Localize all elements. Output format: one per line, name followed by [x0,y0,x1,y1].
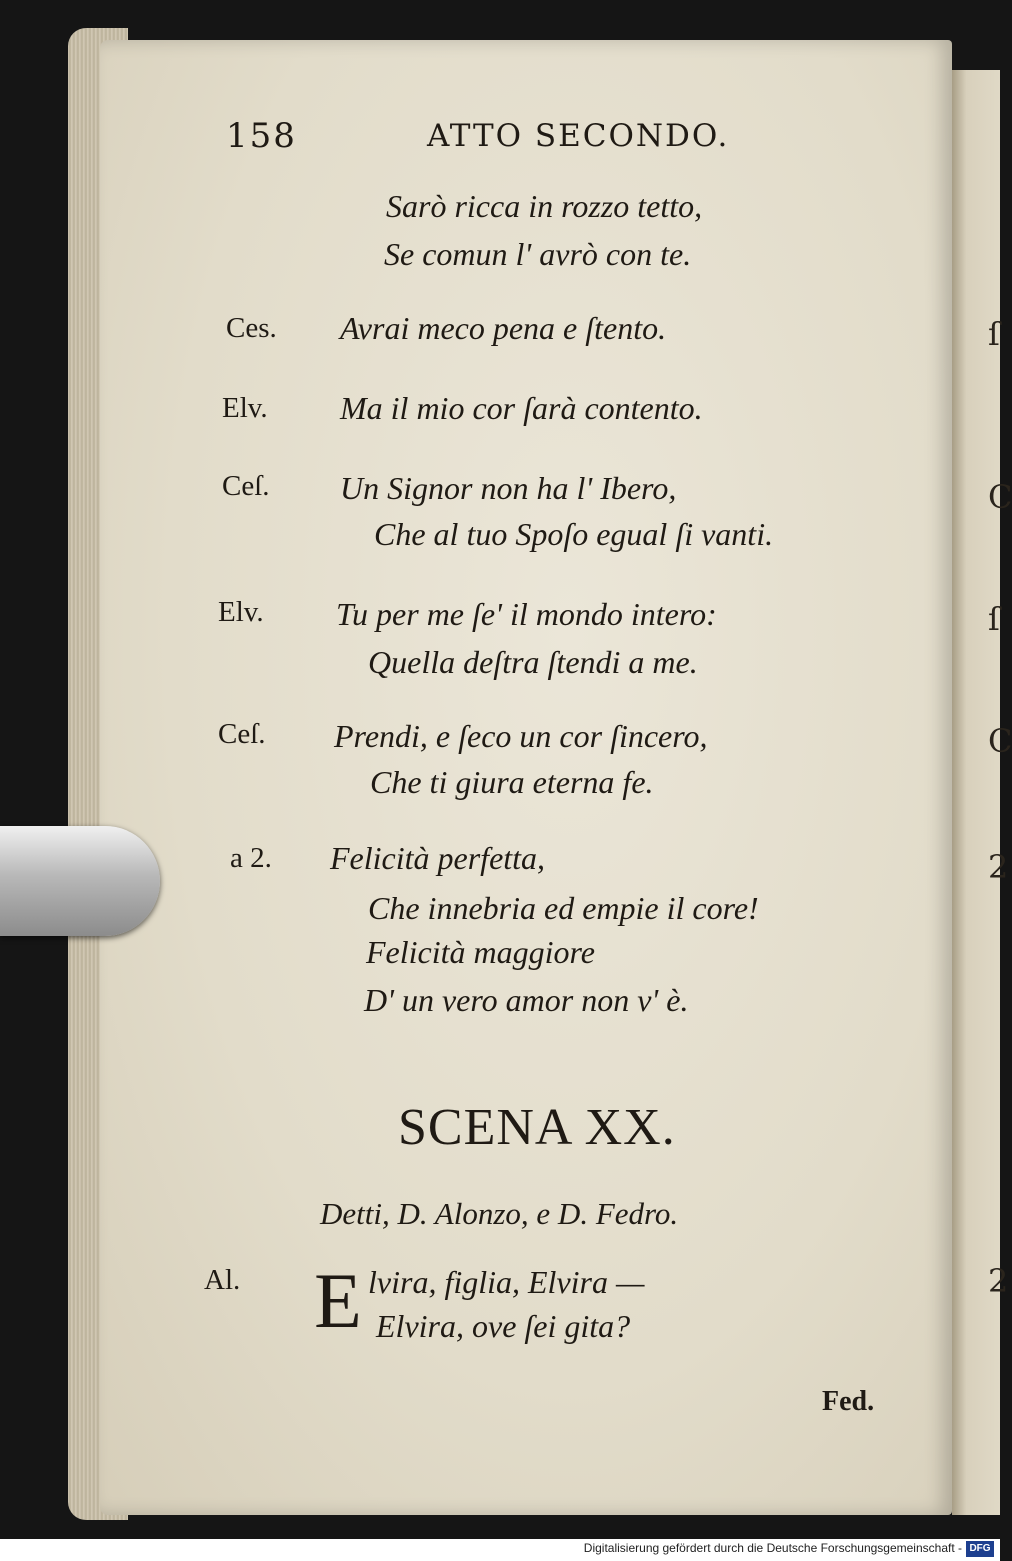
verse-line: Quella deſtra ſtendi a me. [368,644,698,680]
speaker-label: a 2. [230,842,272,874]
verse-line: Un Signor non ha l' Ibero, [340,470,677,506]
adjacent-page-letter: 2 [988,848,1009,886]
stage-direction: Detti, D. Alonzo, e D. Fedro. [320,1196,679,1231]
speaker-label: Ces. [226,312,277,344]
drop-cap: E [314,1257,362,1344]
speaker-label: Elv. [218,596,264,628]
verse-line: Che innebria ed empie il core! [368,890,759,926]
verse-line: Se comun l' avrò con te. [384,236,692,272]
verse-line: Che ti giura eterna fe. [370,764,654,800]
verse-line: D' un vero amor non v' è. [364,982,689,1018]
speaker-label: Ceſ. [222,470,270,502]
speaker-label: Elv. [222,392,268,424]
catchword: Fed. [822,1386,875,1417]
verse-line: Tu per me ſe' il mondo intero: [336,596,717,632]
verse-line: Felicità perfetta, [330,840,546,876]
dfg-logo: DFG [966,1541,994,1557]
adjacent-page-letter: C [988,722,1012,760]
speaker-label: Ceſ. [218,718,266,750]
adjacent-page-letter: ſ [988,600,1000,638]
verse-line: Ma il mio cor ſarà contento. [340,390,703,426]
adjacent-page-letter: ſ [988,315,1000,353]
verse-line: Avrai meco pena e ſtento. [340,310,667,346]
adjacent-page-letter: C [988,478,1012,516]
footer-bar [0,1539,1000,1561]
verse-line: Che al tuo Spoſo egual ſi vanti. [374,516,774,552]
verse-line: lvira, figlia, Elvira — [368,1264,645,1300]
book-clip [0,826,160,936]
footer-credit: Digitalisierung gefördert durch die Deutsche Forschungsgemeinschaft - [583,1541,962,1555]
verse-line: Felicità maggiore [366,934,595,970]
scene-title: SCENA XX. [398,1099,676,1156]
adjacent-page-letter: 2 [988,1262,1009,1300]
speaker-label: Al. [204,1264,241,1296]
verse-line: Prendi, e ſeco un cor ſincero, [334,718,708,754]
page-number: 158 [226,116,297,156]
running-title: ATTO SECONDO. [427,118,730,154]
verse-line: Sarò ricca in rozzo tetto, [386,188,703,224]
verse-line: Elvira, ove ſei gita? [376,1308,631,1344]
